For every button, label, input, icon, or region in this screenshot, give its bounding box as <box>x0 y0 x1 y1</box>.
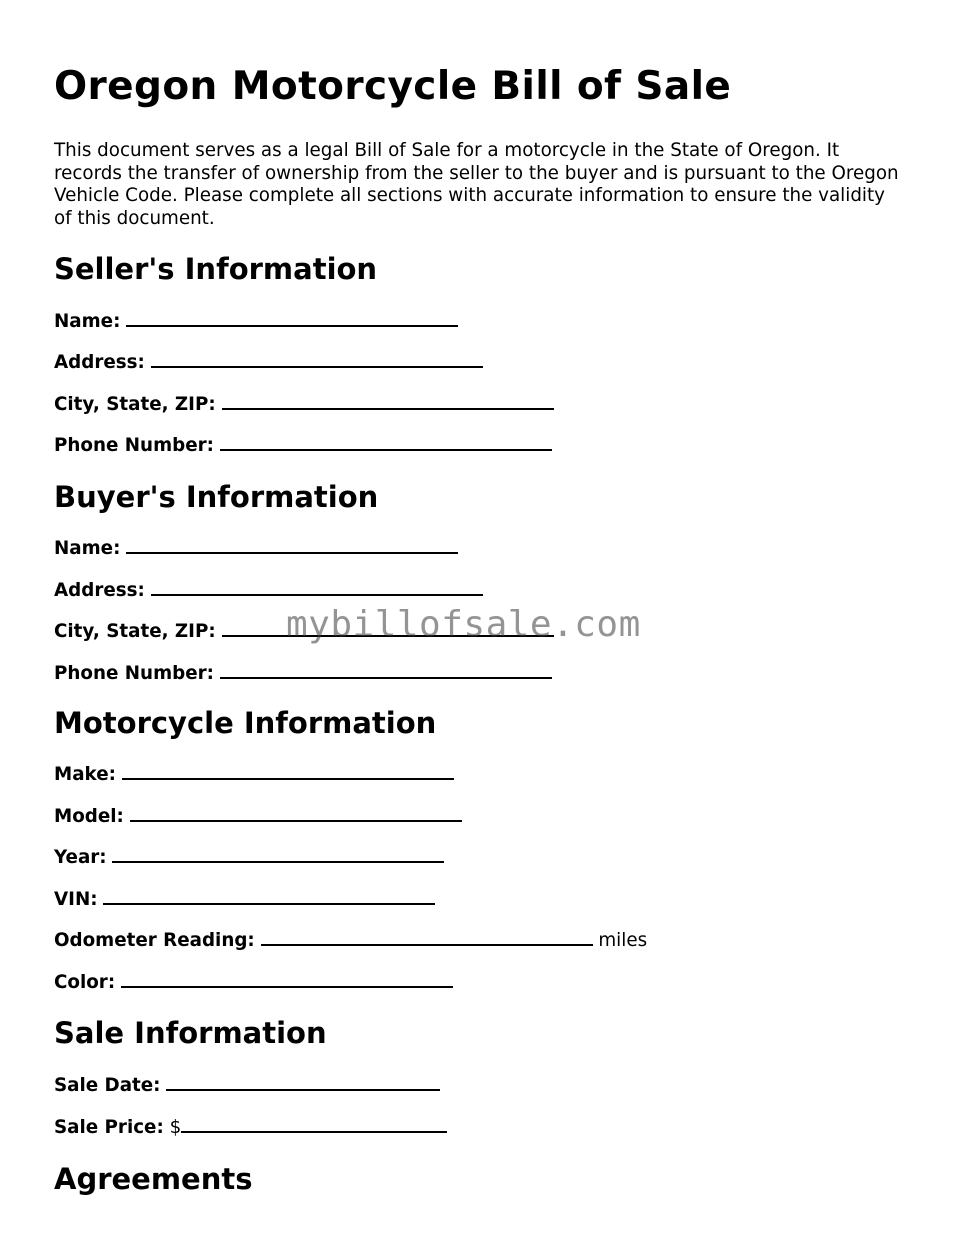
odometer-label: Odometer Reading: <box>54 930 255 951</box>
seller-city-line[interactable] <box>222 394 554 410</box>
vin-field <box>54 889 435 911</box>
sale-price-line[interactable] <box>181 1117 447 1133</box>
odometer-field <box>54 930 647 952</box>
odometer-unit: miles <box>598 930 648 951</box>
model-field <box>54 806 462 828</box>
seller-phone-field <box>54 435 552 457</box>
color-field <box>54 972 453 994</box>
make-label: Make: <box>54 764 116 785</box>
seller-phone-line[interactable] <box>220 435 552 451</box>
model-label: Model: <box>54 806 124 827</box>
buyer-heading: Buyer's Information <box>54 480 379 514</box>
buyer-address-field <box>54 580 483 602</box>
buyer-city-label: City, State, ZIP: <box>54 621 216 642</box>
watermark: mybillofsale.com <box>286 604 641 645</box>
year-field <box>54 847 444 869</box>
make-field <box>54 764 454 786</box>
seller-name-line[interactable] <box>126 311 458 327</box>
seller-address-label: Address: <box>54 352 145 373</box>
seller-name-field <box>54 311 458 333</box>
sale-price-field <box>54 1117 447 1139</box>
document-title: Oregon Motorcycle Bill of Sale <box>54 64 732 109</box>
agreements-heading: Agreements <box>54 1162 253 1196</box>
buyer-name-label: Name: <box>54 538 121 559</box>
model-line[interactable] <box>130 806 462 822</box>
motorcycle-heading: Motorcycle Information <box>54 706 437 740</box>
color-line[interactable] <box>121 972 453 988</box>
sale-date-line[interactable] <box>166 1075 440 1091</box>
vin-label: VIN: <box>54 889 98 910</box>
sale-date-label: Sale Date: <box>54 1075 161 1096</box>
seller-phone-label: Phone Number: <box>54 435 214 456</box>
color-label: Color: <box>54 972 116 993</box>
vin-line[interactable] <box>103 889 435 905</box>
seller-city-label: City, State, ZIP: <box>54 394 216 415</box>
year-line[interactable] <box>112 847 444 863</box>
buyer-name-line[interactable] <box>126 538 458 554</box>
buyer-phone-line[interactable] <box>220 663 552 679</box>
sale-heading: Sale Information <box>54 1016 327 1050</box>
year-label: Year: <box>54 847 107 868</box>
sale-date-field <box>54 1075 440 1097</box>
buyer-address-line[interactable] <box>151 580 483 596</box>
buyer-phone-label: Phone Number: <box>54 663 214 684</box>
sale-price-label: Sale Price: <box>54 1117 164 1138</box>
seller-address-field <box>54 352 483 374</box>
seller-address-line[interactable] <box>151 352 483 368</box>
seller-name-label: Name: <box>54 311 121 332</box>
buyer-phone-field <box>54 663 552 685</box>
buyer-name-field <box>54 538 458 560</box>
make-line[interactable] <box>122 764 454 780</box>
seller-city-field <box>54 394 554 416</box>
odometer-line[interactable] <box>261 930 593 946</box>
currency-symbol: $ <box>169 1117 182 1138</box>
intro-paragraph: This document serves as a legal Bill of Sale for a motorcycle in the State of Oregon. It records the transfer of ownership from the seller to the buyer and is pursuant to the Oregon Vehicle Code. Please complete all sections with accurate information to ensure the validity of this document. <box>54 140 899 229</box>
buyer-address-label: Address: <box>54 580 145 601</box>
seller-heading: Seller's Information <box>54 252 378 286</box>
